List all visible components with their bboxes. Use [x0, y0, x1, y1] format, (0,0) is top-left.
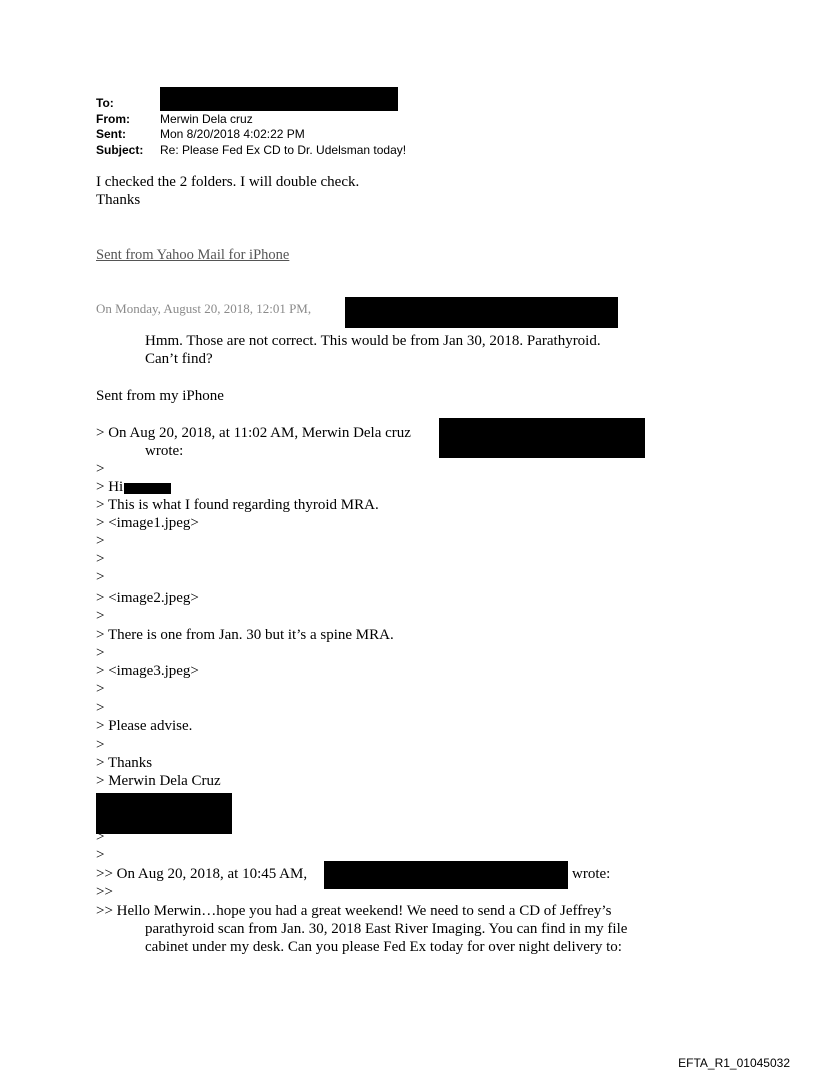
- quoted1-signature: Sent from my iPhone: [96, 388, 224, 404]
- quoted2-wrote: wrote:: [145, 443, 184, 459]
- quoted1-line-2: Can’t find?: [145, 351, 213, 367]
- quoted3-intro: >> On Aug 20, 2018, at 10:45 AM,: [96, 866, 308, 882]
- quoted3-blank: >>: [96, 884, 113, 900]
- quoted1-line-1: Hmm. Those are not correct. This would be from Jan 30, 2018. Parathyroid.: [145, 333, 601, 349]
- yahoo-mail-link[interactable]: Sent from Yahoo Mail for iPhone: [96, 247, 290, 263]
- quoted2-line: > Hi: [96, 479, 124, 495]
- from-value: Merwin Dela cruz: [160, 112, 253, 126]
- quoted2-line: >: [96, 608, 105, 624]
- quoted2-line: > <image2.jpeg>: [96, 590, 199, 606]
- quoted2-line: >: [96, 569, 105, 585]
- subject-label: Subject:: [96, 143, 144, 157]
- document-id: EFTA_R1_01045032: [678, 1056, 790, 1070]
- quoted3-line-3: cabinet under my desk. Can you please Fed Ex today for over night delivery to:: [145, 939, 622, 955]
- quoted3-line-2: parathyroid scan from Jan. 30, 2018 East River Imaging. You can find in my file: [145, 921, 628, 937]
- quoted2-line: >: [96, 737, 105, 753]
- quoted2-line: > Please advise.: [96, 718, 193, 734]
- quoted2-line: >: [96, 551, 105, 567]
- redacted-email-2: [439, 418, 645, 458]
- quoted2-line: > <image1.jpeg>: [96, 515, 199, 531]
- sent-value: Mon 8/20/2018 4:02:22 PM: [160, 127, 305, 141]
- quoted2-line: >: [96, 461, 105, 477]
- quoted3-wrote: wrote:: [572, 866, 611, 882]
- redacted-sender-1: [345, 297, 618, 328]
- reply-line-2: Thanks: [96, 192, 141, 208]
- quoted2-line: > <image3.jpeg>: [96, 663, 199, 679]
- quoted2-line: > There is one from Jan. 30 but it’s a spine MRA.: [96, 627, 394, 643]
- quoted2-line: >: [96, 847, 105, 863]
- to-label: To:: [96, 96, 114, 110]
- reply-line-1: I checked the 2 folders. I will double check.: [96, 174, 360, 190]
- redacted-signature-block: [96, 793, 232, 834]
- sent-label: Sent:: [96, 127, 126, 141]
- quoted2-line: >: [96, 700, 105, 716]
- subject-value: Re: Please Fed Ex CD to Dr. Udelsman today!: [160, 143, 407, 157]
- quoted2-line: >: [96, 533, 105, 549]
- from-label: From:: [96, 112, 130, 126]
- quoted2-line: >: [96, 645, 105, 661]
- quoted2-line: >: [96, 829, 105, 845]
- redacted-name-greeting: [124, 483, 171, 494]
- quoted3-line-1: >> Hello Merwin…hope you had a great weekend! We need to send a CD of Jeffrey’s: [96, 903, 612, 919]
- quoted1-intro: On Monday, August 20, 2018, 12:01 PM,: [96, 301, 312, 316]
- quoted2-intro: > On Aug 20, 2018, at 11:02 AM, Merwin Dela cruz: [96, 425, 411, 441]
- quoted2-line: > Thanks: [96, 755, 153, 771]
- redacted-to-recipient: [160, 87, 398, 111]
- quoted2-line: > Merwin Dela Cruz: [96, 773, 221, 789]
- redacted-sender-3: [324, 861, 568, 889]
- quoted2-line: > This is what I found regarding thyroid MRA.: [96, 497, 379, 513]
- quoted2-line: >: [96, 681, 105, 697]
